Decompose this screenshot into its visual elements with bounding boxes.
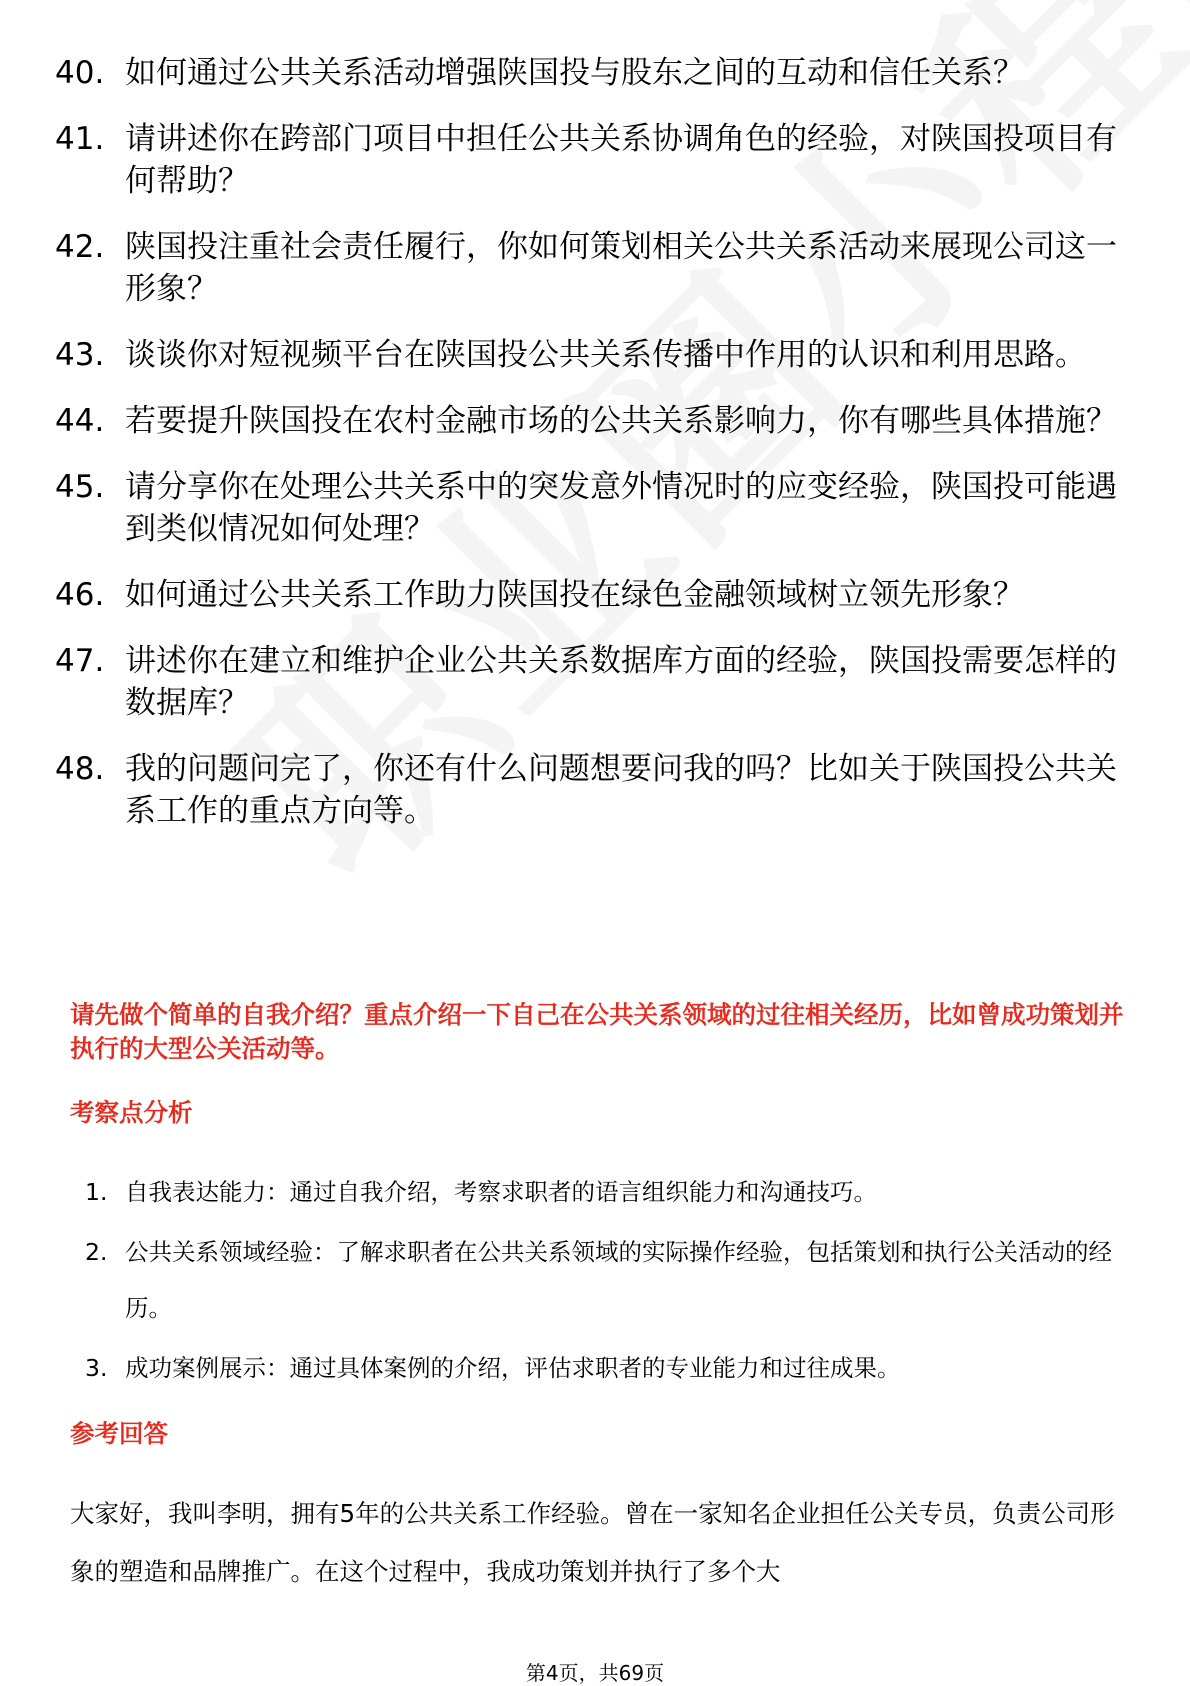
item-number: 41.: [55, 121, 105, 157]
item-text: 我的问题问完了，你还有什么问题想要问我的吗？比如关于陕国投公共关系工作的重点方向等。: [125, 751, 1117, 829]
list-item: [55, 118, 1135, 202]
item-number: 2.: [85, 1238, 108, 1266]
list-item: [55, 748, 1135, 832]
question-list: [55, 52, 1135, 856]
list-item: [55, 640, 1135, 724]
item-text: 如何通过公共关系活动增强陕国投与股东之间的互动和信任关系？: [125, 55, 1024, 91]
answer-paragraph: 大家好，我叫李明，拥有5年的公共关系工作经验。曾在一家知名企业担任公关专员，负责公司形象的塑造和品牌推广。在这个过程中，我成功策划并执行了多个大: [70, 1499, 1115, 1586]
list-item: [55, 574, 1135, 616]
item-number: 40.: [55, 55, 105, 91]
item-number: 46.: [55, 577, 105, 613]
item-text: 自我表达能力：通过自我介绍，考察求职者的语言组织能力和沟通技巧。: [125, 1178, 877, 1206]
item-number: 42.: [55, 229, 105, 265]
item-text: 若要提升陕国投在农村金融市场的公共关系影响力，你有哪些具体措施？: [125, 403, 1117, 439]
list-item: [85, 1224, 1125, 1336]
item-number: 45.: [55, 469, 105, 505]
highlighted-question: 请先做个简单的自我介绍？重点介绍一下自己在公共关系领域的过往相关经历，比如曾成功策划并执行的大型公关活动等。: [70, 1000, 1124, 1063]
list-item: [55, 400, 1135, 442]
item-text: 陕国投注重社会责任履行，你如何策划相关公共关系活动来展现公司这一形象？: [125, 229, 1117, 307]
item-number: 44.: [55, 403, 105, 439]
page-footer: 第4页，共69页: [525, 1661, 665, 1685]
analysis-heading: 考察点分析: [70, 1098, 193, 1127]
item-text: 请讲述你在跨部门项目中担任公共关系协调角色的经验，对陕国投项目有何帮助？: [125, 121, 1117, 199]
item-number: 47.: [55, 643, 105, 679]
item-number: 3.: [85, 1354, 108, 1382]
item-text: 谈谈你对短视频平台在陕国投公共关系传播中作用的认识和利用思路。: [125, 337, 1086, 373]
item-text: 请分享你在处理公共关系中的突发意外情况时的应变经验，陕国投可能遇到类似情况如何处理？: [125, 469, 1117, 547]
answer-heading: 参考回答: [70, 1419, 168, 1448]
item-text: 讲述你在建立和维护企业公共关系数据库方面的经验，陕国投需要怎样的数据库？: [125, 643, 1117, 721]
item-text: 公共关系领域经验：了解求职者在公共关系领域的实际操作经验，包括策划和执行公关活动的经历。: [125, 1238, 1112, 1322]
item-number: 1.: [85, 1178, 108, 1206]
list-item: [85, 1164, 1125, 1220]
item-number: 48.: [55, 751, 105, 787]
list-item: [85, 1340, 1125, 1396]
list-item: [55, 466, 1135, 550]
item-text: 如何通过公共关系工作助力陕国投在绿色金融领域树立领先形象？: [125, 577, 1024, 613]
analysis-list: [85, 1164, 1125, 1400]
item-number: 43.: [55, 337, 105, 373]
list-item: [55, 52, 1135, 94]
list-item: [55, 226, 1135, 310]
item-text: 成功案例展示：通过具体案例的介绍，评估求职者的专业能力和过往成果。: [125, 1354, 901, 1382]
list-item: [55, 334, 1135, 376]
